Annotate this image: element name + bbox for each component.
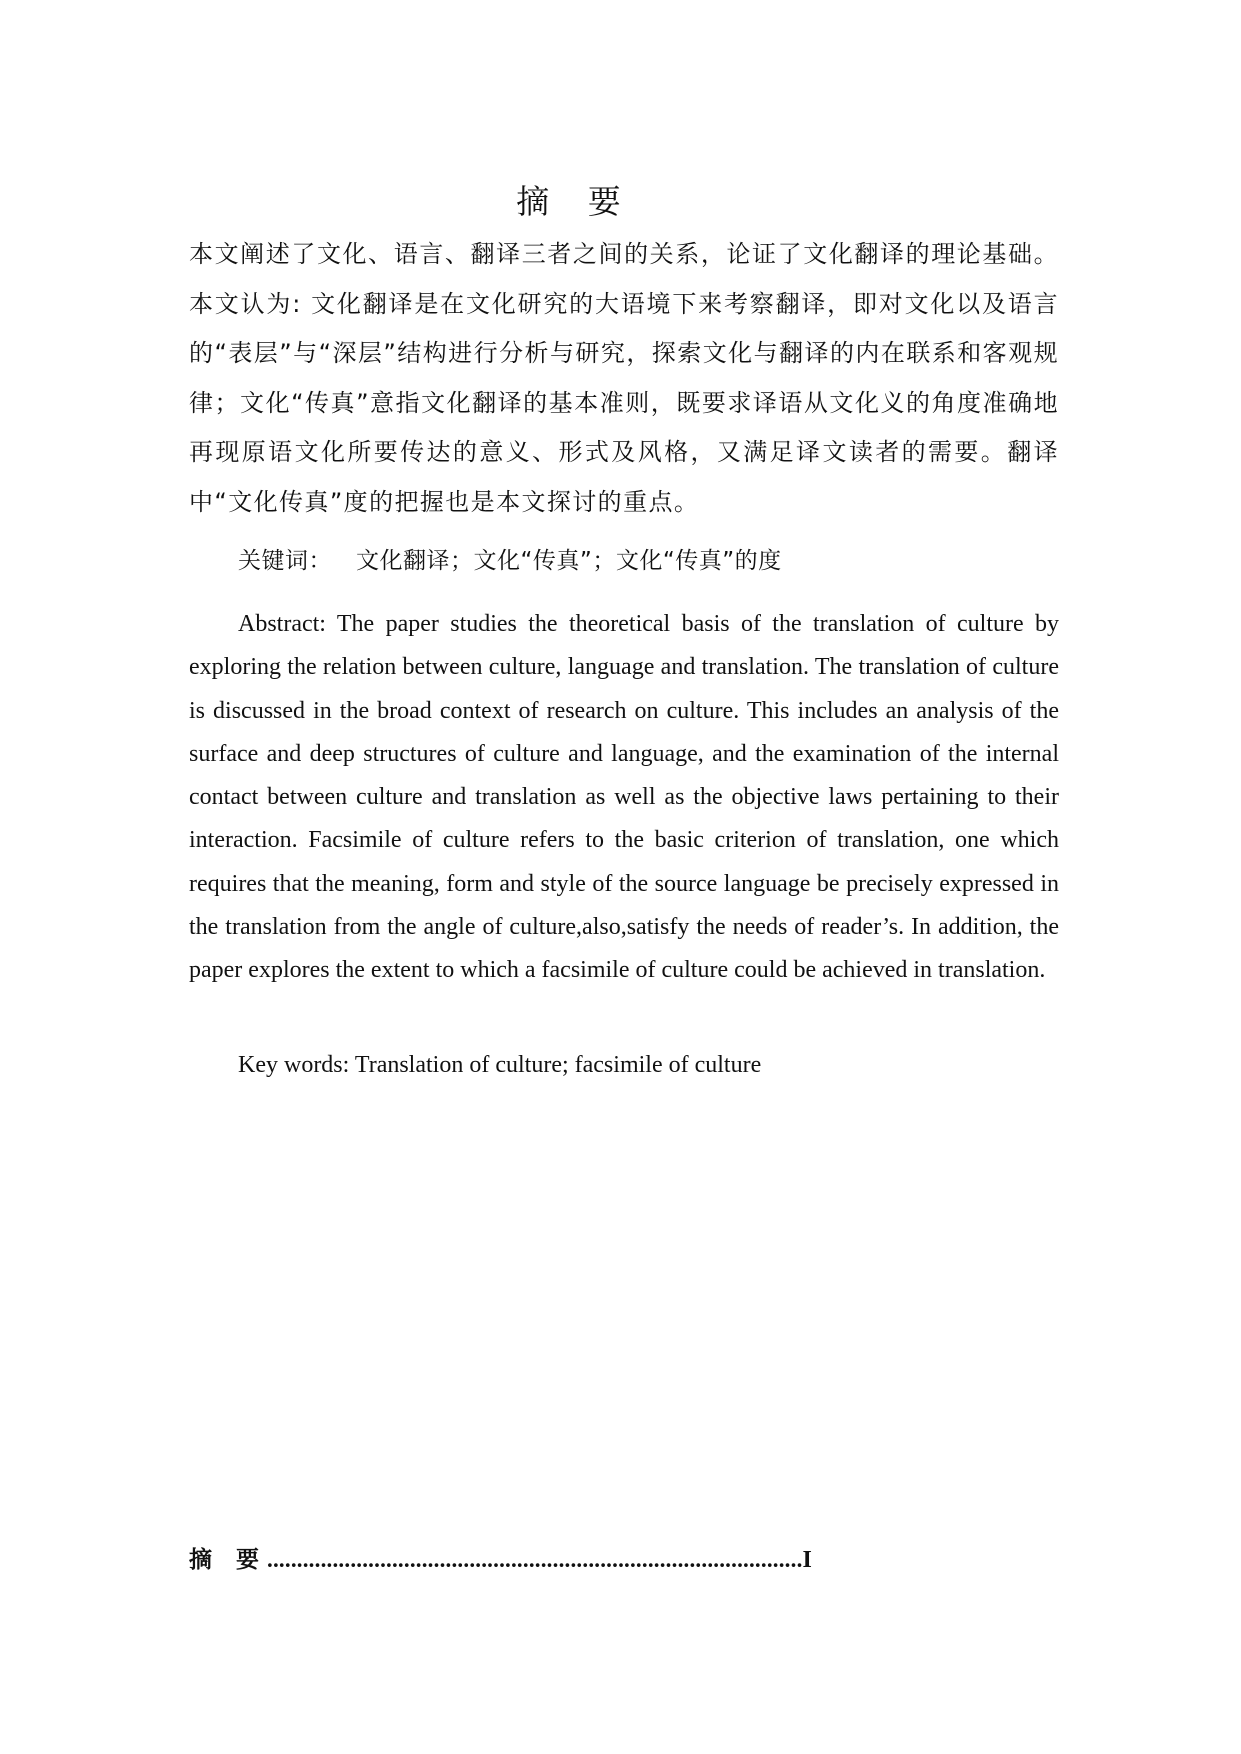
chinese-keywords-value: 文化翻译；文化“传真”；文化“传真”的度 xyxy=(356,548,782,574)
english-keywords: Key words: Translation of culture; facsimile of culture xyxy=(238,1052,762,1078)
chinese-keywords-label: 关键词： xyxy=(238,548,332,574)
toc-entry[interactable] xyxy=(189,1541,812,1574)
page-title: 摘 要 xyxy=(516,182,635,221)
toc-dot-leader: .......................................................................................... xyxy=(267,1547,803,1572)
toc-page-number: I xyxy=(802,1547,812,1573)
chinese-keywords xyxy=(238,542,782,575)
english-abstract: Abstract: The paper studies the theoretical basis of the translation of culture by exploring the relation between culture, language and translation. The translation of culture is discussed in the broad context of research on culture. This includes an analysis of the surface and deep structures of culture and language, and the examination of the internal contact between culture and translation as well as the objective laws pertaining to their interaction. Facsimile of culture refers to the basic criterion of translation, one which requires that the meaning, form and style of the source language be precisely expressed in the translation from the angle of culture,also,satisfy the needs of reader’s. In addition, the paper explores the extent to which a facsimile of culture could be achieved in translation. xyxy=(189,611,1059,984)
toc-entry-label: 摘 要 xyxy=(189,1547,268,1573)
chinese-abstract: 本文阐述了文化、语言、翻译三者之间的关系，论证了文化翻译的理论基础。本文认为: 文化翻译是在文化研究的大语境下来考察翻译，即对文化以及语言的“表层”与“深层”结构进行分析与研究，探索文化与翻译的内在联系和客观规律；文化“传真”意指文化翻译的基本准则，既要求译语从文化义的角度准确地再现原语文化所要传达的意义、形式及风格，又满足译文读者的需要。翻译中“文化传真”度的把握也是本文探讨的重点。 xyxy=(189,240,1059,516)
